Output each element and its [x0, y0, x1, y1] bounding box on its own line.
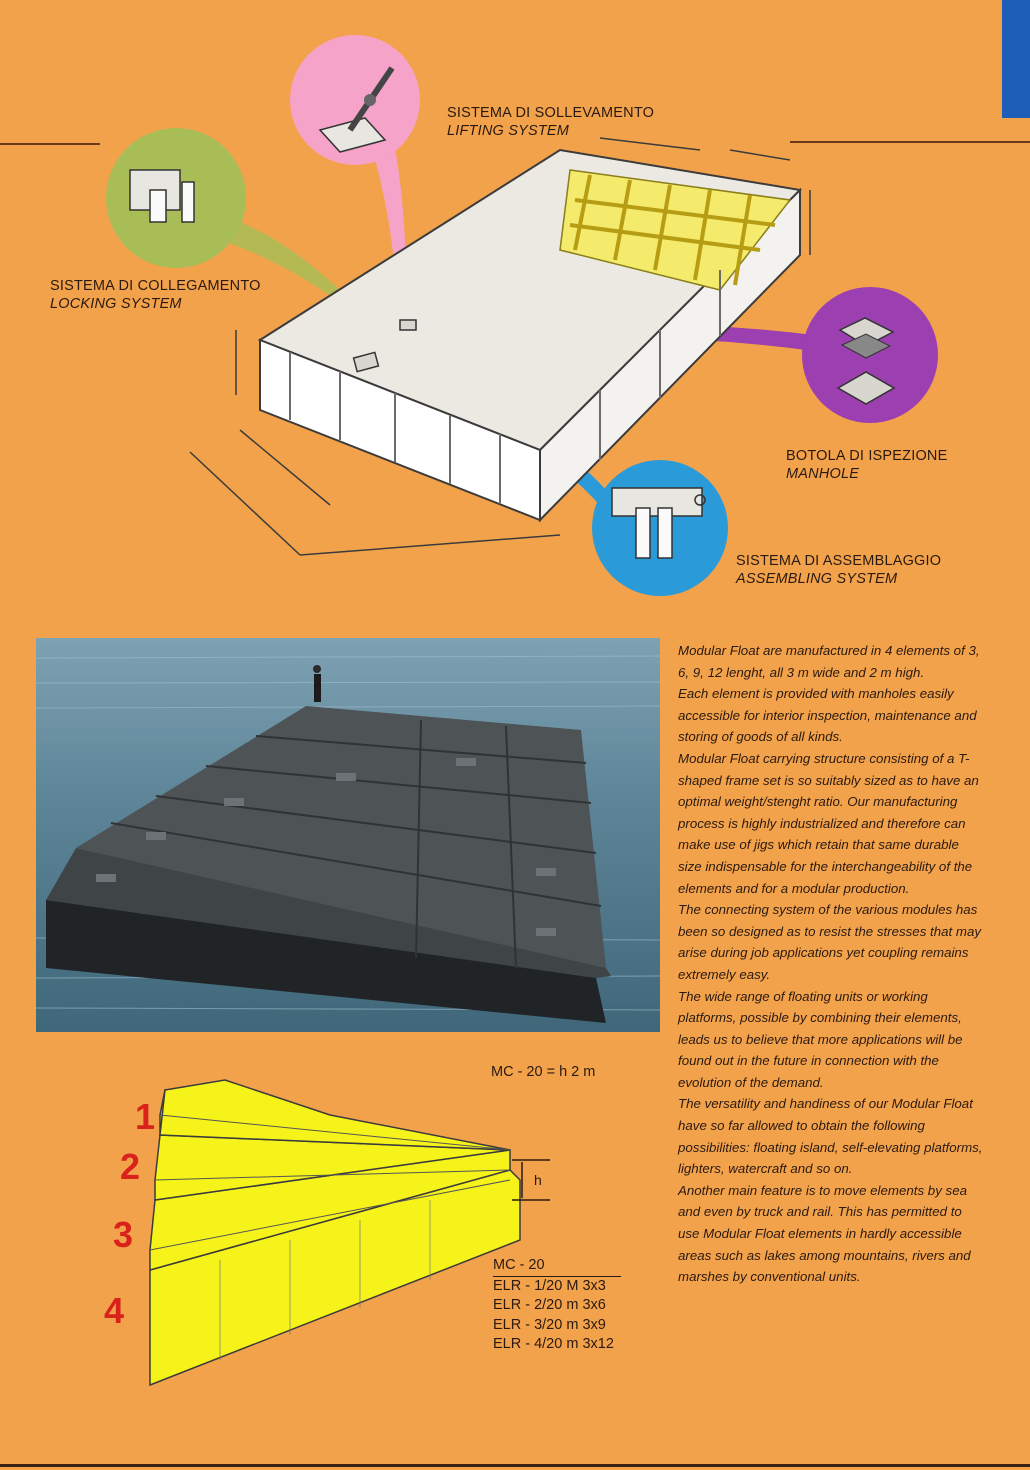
platform-photo: [36, 638, 660, 1032]
callout-label-lifting: [447, 104, 654, 140]
module-number: 2: [120, 1146, 141, 1187]
bottom-edge: [0, 1464, 1030, 1467]
callout-italian: SISTEMA DI SOLLEVAMENTO: [447, 105, 655, 121]
callout-english: MANHOLE: [786, 466, 860, 482]
model-item: ELR - 3/20 m 3x9: [493, 1316, 606, 1333]
model-list: [493, 1256, 621, 1355]
paragraph: Modular Float are manufactured in 4 elements of 3, 6, 9, 12 lenght, all 3 m wide and 2 m high.: [678, 643, 980, 680]
callout-italian: SISTEMA DI COLLEGAMENTO: [50, 278, 261, 294]
paragraph: The wide range of floating units or working platforms, possible by combining their elements, leads us to believe that more applications will be found out in the future in connection with the evolution of the demand.: [678, 988, 963, 1090]
module-number: 4: [104, 1290, 125, 1331]
model-item: ELR - 2/20 m 3x6: [493, 1297, 606, 1313]
callout-label-locking: [50, 277, 261, 313]
paragraph: The versatility and handiness of our Modular Float have so far allowed to obtain the following possibilities: floating island, self-elevating platforms, lighters, watercraft and so on.: [678, 1096, 983, 1177]
callout-label-assembling: [736, 552, 941, 588]
description-text: [678, 640, 983, 1288]
callout-english: ASSEMBLING SYSTEM: [736, 571, 898, 587]
callout-english: LOCKING SYSTEM: [50, 296, 182, 312]
model-list-header: MC - 20: [493, 1256, 621, 1277]
callout-label-manhole: [786, 447, 947, 483]
callout-english: LIFTING SYSTEM: [447, 123, 570, 139]
paragraph: Another main feature is to move elements by sea and even by truck and rail. This has permitted to use Modular Float elements in hardly accessible areas such as lakes among mountains, rivers and marshes by conventional units.: [678, 1182, 971, 1285]
paragraph: The connecting system of the various modules has been so designed as to resist the stresses that may arise during job applications yet coupling remains extremely easy.: [678, 902, 982, 982]
paragraph: Modular Float carrying structure consisting of a T-shaped frame set is so suitably sized as to have an optimal weight/stenght ratio. Our manufacturing process is highly industrialized and therefore can make use of jigs which retain that same durable size indispensable for the interchangeability of the elements and for a modular production.: [678, 750, 979, 896]
callout-italian: SISTEMA DI ASSEMBLAGGIO: [736, 553, 942, 569]
height-formula: MC - 20 = h 2 m: [491, 1064, 596, 1080]
float-module-illustration: [0, 0, 1030, 630]
model-item: ELR - 1/20 M 3x3: [493, 1277, 606, 1294]
module-number: 3: [113, 1214, 134, 1255]
module-number: 1: [135, 1096, 156, 1137]
paragraph: Each element is provided with manholes easily accessible for interior inspection, maintenance and storing of goods of all kinds.: [678, 686, 977, 745]
model-item: ELR - 4/20 m 3x12: [493, 1336, 614, 1352]
callout-italian: BOTOLA DI ISPEZIONE: [786, 448, 948, 464]
height-label: h: [534, 1172, 542, 1188]
